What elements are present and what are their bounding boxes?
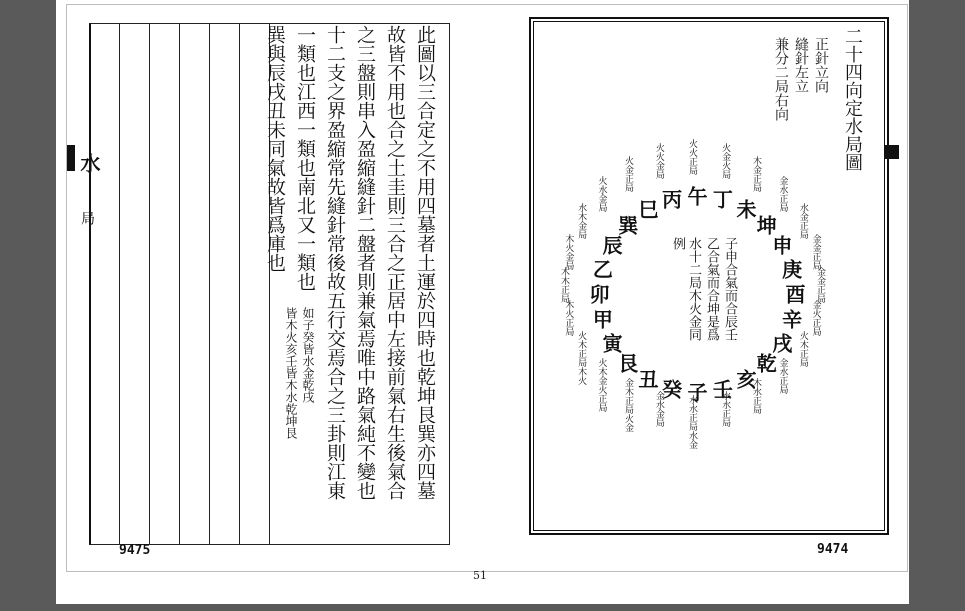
ring-direction-char: 子 <box>684 382 708 402</box>
ring-direction-char: 癸 <box>658 378 683 399</box>
ring-direction-note: 金金正局 <box>815 267 825 303</box>
ring-direction-char: 辰 <box>599 235 624 255</box>
text-column: 之三盤則串入盈縮縫針二盤者則兼氣焉唯中路氣純不變也 <box>354 25 376 500</box>
ring-direction-note: 火金火局 <box>720 143 731 180</box>
ring-direction-note: 木金正局 <box>751 156 761 193</box>
center-note: 水十二局木火金同 <box>686 237 701 341</box>
ring-direction-note: 木木正局 <box>559 267 569 303</box>
ring-direction-note: 火木正局木火 <box>576 331 587 385</box>
ring-direction-char: 乙 <box>589 258 614 279</box>
ring-direction-note: 金水正局 <box>777 357 788 394</box>
ring-direction-char: 巽 <box>614 214 639 235</box>
column-rule <box>149 24 150 544</box>
left-folio: 9475 <box>119 543 151 558</box>
margin-tab <box>67 145 75 171</box>
column-rule <box>179 24 180 544</box>
ring-direction-char: 坤 <box>753 214 778 235</box>
ring-direction-note: 水水正局水金 <box>687 395 697 449</box>
ring-direction-note: 水水正局 <box>720 390 731 427</box>
text-column: 十二支之界盈縮常先縫針常後故五行交焉合之三卦則江東 <box>324 25 346 500</box>
column-rule <box>239 24 240 544</box>
ring-direction-note: 金火正局 <box>810 300 821 337</box>
ring-direction-char: 酉 <box>782 284 806 304</box>
ring-direction-char: 丙 <box>658 189 683 210</box>
ring-direction-char: 未 <box>733 199 757 220</box>
scanned-spread <box>66 4 908 572</box>
ring-direction-char: 乾 <box>753 353 778 374</box>
ring-direction-char: 艮 <box>614 353 639 374</box>
ring-direction-note: 木火金局 <box>563 233 574 270</box>
ring-direction-note: 火水金局 <box>596 176 607 213</box>
ring-direction-note: 金水金局 <box>653 390 664 427</box>
ring-direction-char: 午 <box>684 186 708 206</box>
center-note: 乙合氣而合坤是爲 <box>704 237 719 341</box>
diagram-title: 二十四向定水局圖 <box>842 27 863 171</box>
legend-line: 兼分二局右向 <box>773 37 789 121</box>
column-rule <box>119 24 120 544</box>
ring-direction-note: 金水正局 <box>777 176 788 213</box>
margin-mark: 局 <box>79 211 95 225</box>
ring-direction-note: 水金正局 <box>797 203 808 239</box>
pdf-page-number: 51 <box>473 569 487 582</box>
ring-direction-char: 丁 <box>709 189 734 210</box>
right-folio: 9474 <box>817 542 849 557</box>
inline-note: 如子癸皆水金乾戌 <box>301 307 315 403</box>
ring-direction-char: 甲 <box>589 309 614 330</box>
column-rule <box>209 24 210 544</box>
ring-direction-note: 火木金火正局 <box>596 357 607 412</box>
text-column: 此圖以三合定之不用四墓者土運於四時也乾坤艮巽亦四墓 <box>414 25 436 500</box>
ring-direction-note: 火火正局 <box>687 139 697 175</box>
legend-line: 縫針左立 <box>793 37 809 93</box>
ring-direction-note: 木水正局 <box>751 377 761 414</box>
ring-direction-char: 寅 <box>599 333 624 353</box>
ring-direction-note: 木火正局 <box>563 300 574 337</box>
ring-direction-char: 庚 <box>778 258 803 279</box>
ring-direction-char: 壬 <box>709 378 734 399</box>
margin-mark: 水 <box>77 153 101 173</box>
ring-direction-note: 水木金局 <box>576 203 587 239</box>
text-column: 巽與辰戌丑未同氣故皆爲庫也 <box>264 25 286 272</box>
ring-direction-note: 火木正局 <box>797 331 808 367</box>
ring-direction-note: 金木正局火金 <box>623 377 633 432</box>
text-column: 一類也江西一類也南北又一類也 <box>294 25 316 291</box>
ring-direction-char: 亥 <box>733 368 757 389</box>
ring-direction-char: 丑 <box>635 368 659 389</box>
ring-direction-char: 卯 <box>586 284 610 304</box>
ring-direction-char: 申 <box>768 235 793 255</box>
ring-direction-note: 火金正局 <box>623 156 633 193</box>
ring-direction-note: 火火金局 <box>653 143 664 180</box>
center-note: 例 <box>670 237 685 250</box>
center-note: 子申合氣而合辰壬 <box>722 237 737 341</box>
inline-note: 皆木火亥壬皆木水乾坤艮 <box>284 307 298 439</box>
text-column: 故皆不用也合之土圭則三合之正居中左接前氣右生後氣合 <box>384 25 406 500</box>
ring-direction-char: 辛 <box>778 309 803 330</box>
margin-tab <box>885 145 899 159</box>
legend-line: 正針立向 <box>813 37 829 93</box>
ring-direction-note: 金金正局 <box>810 233 821 270</box>
ring-direction-char: 戌 <box>768 333 793 353</box>
ring-direction-char: 巳 <box>635 199 659 220</box>
